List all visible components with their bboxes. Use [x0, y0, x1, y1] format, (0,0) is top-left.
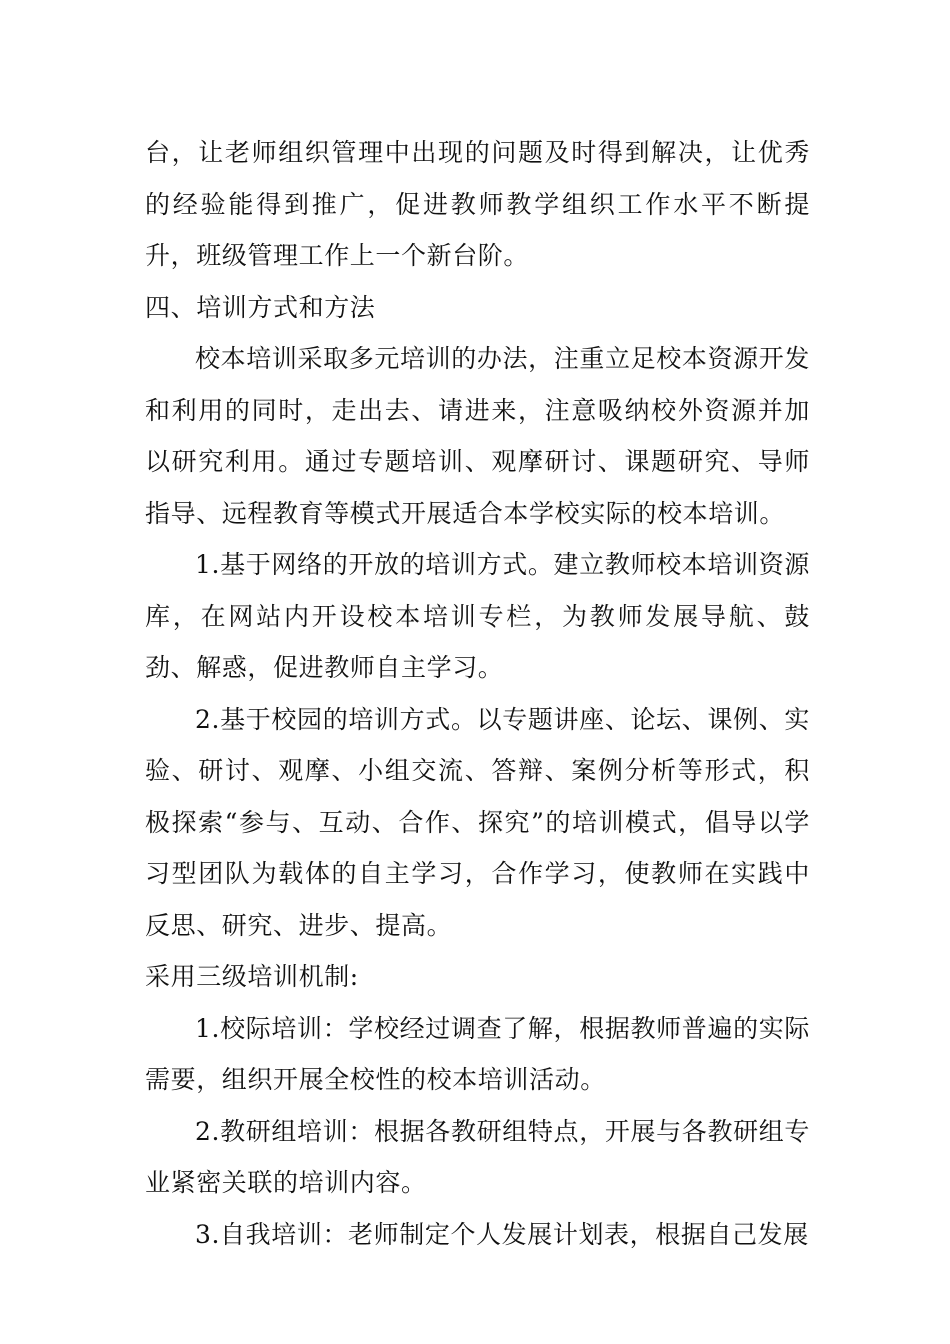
paragraph-overview: 校本培训采取多元培训的办法，注重立足校本资源开发和利用的同时，走出去、请进来，注意吸纳校外资源并加以研究利用。通过专题培训、观摩研讨、课题研究、导师指导、远程教育等模式开展适合本学校实际的校本培训。 [145, 344, 810, 528]
section-heading: 四、培训方式和方法 [145, 292, 376, 322]
list-item-network-training: 1.基于网络的开放的培训方式。建立教师校本培训资源库，在网站内开设校本培训专栏，为教师发展导航、鼓劲、解惑，促进教师自主学习。 [145, 550, 810, 682]
subheading-three-level: 采用三级培训机制: [145, 962, 359, 991]
list-item-group-training: 2.教研组培训：根据各教研组特点，开展与各教研组专业紧密关联的培训内容。 [145, 1116, 810, 1197]
list-item-campus-training: 2.基于校园的培训方式。以专题讲座、论坛、课例、实验、研讨、观摩、小组交流、答辩、案例分析等形式，积极探索“参与、互动、合作、探究”的培训模式，倡导以学习型团队为载体的自主学习，合作学习，使教师在实践中反思、研究、进步、提高。 [145, 704, 810, 940]
document-body [145, 127, 810, 1260]
list-item-school-training: 1.校际培训：学校经过调查了解，根据教师普遍的实际需要，组织开展全校性的校本培训活动。 [145, 1013, 810, 1094]
paragraph-continuation: 台，让老师组织管理中出现的问题及时得到解决，让优秀的经验能得到推广，促进教师教学组织工作水平不断提升，班级管理工作上一个新台阶。 [145, 138, 810, 270]
list-item-self-training: 3.自我培训：老师制定个人发展计划表，根据自己发展 [195, 1219, 809, 1249]
